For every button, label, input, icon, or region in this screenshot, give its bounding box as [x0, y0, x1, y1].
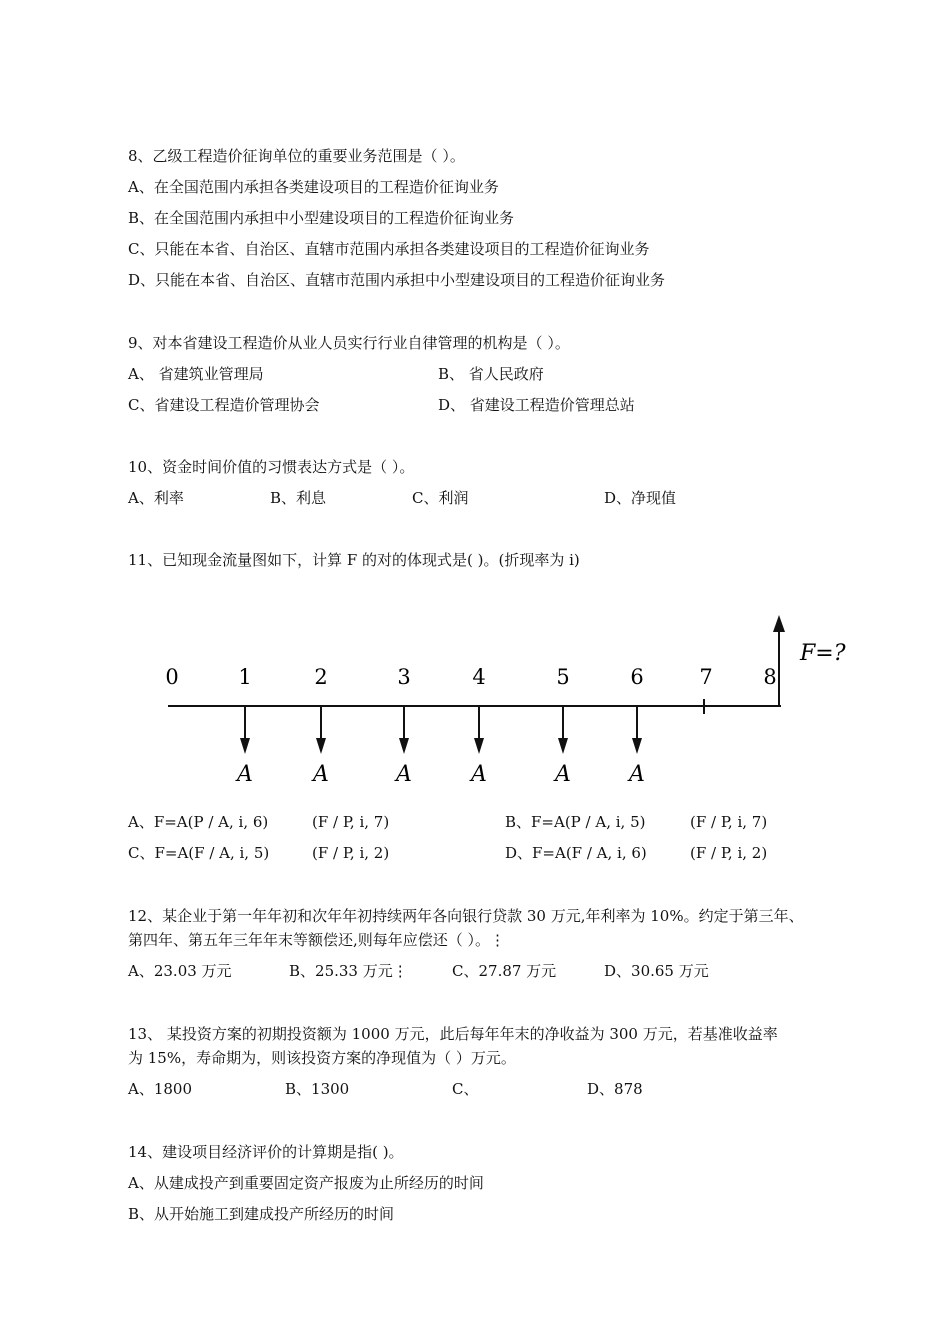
outflow-label-4: A [471, 762, 487, 787]
period-label-3: 3 [397, 665, 411, 689]
future-value-label: F=? [800, 641, 846, 666]
q13-option-d: D、878 [587, 1080, 643, 1098]
outflow-label-6: A [629, 762, 645, 787]
outflow-label-3: A [396, 762, 412, 787]
q9-option-c: C、省建设工程造价管理协会 [128, 396, 320, 414]
q12-stem-line2: 第四年、第五年三年年末等额偿还,则每年应偿还（ ）。⋮ [128, 931, 506, 949]
q12-option-b: B、25.33 万元⋮ [289, 962, 408, 980]
q8-option-b: B、在全国范围内承担中小型建设项目的工程造价征询业务 [128, 209, 515, 227]
q11-option-d-main: D、F=A(F / A, i, 6) [505, 844, 647, 862]
period-label-1: 1 [238, 665, 252, 689]
q14-option-b: B、从开始施工到建成投产所经历的时间 [128, 1205, 395, 1223]
outflow-arrowhead-2 [316, 738, 326, 754]
period-label-7: 7 [699, 665, 713, 689]
outflow-arrowhead-6 [632, 738, 642, 754]
q11-stem: 11、已知现金流量图如下，计算 F 的对的体现式是( )。(折现率为 i) [128, 551, 580, 569]
q8-stem: 8、乙级工程造价征询单位的重要业务范围是（ ）。 [128, 147, 465, 165]
q12-option-a: A、23.03 万元 [128, 962, 232, 980]
q9-stem: 9、对本省建设工程造价从业人员实行行业自律管理的机构是（ ）。 [128, 334, 570, 352]
q13-option-b: B、1300 [285, 1080, 350, 1098]
q13-stem-line1: 13、 某投资方案的初期投资额为 1000 万元，此后每年年末的净收益为 300 万元，若基准收益率 [128, 1025, 778, 1043]
q14-option-a: A、从建成投产到重要固定资产报废为止所经历的时间 [128, 1174, 484, 1192]
q13-option-a: A、1800 [128, 1080, 193, 1098]
q11-option-a-factor: (F / P, i, 7) [312, 813, 390, 831]
q14-stem: 14、建设项目经济评价的计算期是指( )。 [128, 1143, 404, 1161]
outflow-label-5: A [555, 762, 571, 787]
q10-option-d: D、净现值 [604, 489, 677, 507]
q11-option-a-main: A、F=A(P / A, i, 6) [128, 813, 269, 831]
q8-option-c: C、只能在本省、自治区、直辖市范围内承担各类建设项目的工程造价征询业务 [128, 240, 650, 258]
outflow-arrowhead-5 [558, 738, 568, 754]
q10-option-b: B、利息 [270, 489, 327, 507]
q11-option-b-factor: (F / P, i, 7) [690, 813, 768, 831]
period-label-2: 2 [314, 665, 328, 689]
outflow-arrowhead-3 [399, 738, 409, 754]
q10-option-a: A、利率 [128, 489, 184, 507]
period-label-5: 5 [556, 665, 570, 689]
q12-stem-line1: 12、某企业于第一年年初和次年年初持续两年各向银行贷款 30 万元,年利率为 10%。约定于第三年、 [128, 907, 804, 925]
q10-option-c: C、利润 [412, 489, 469, 507]
outflow-arrowhead-4 [474, 738, 484, 754]
period-label-6: 6 [630, 665, 644, 689]
q9-option-b: B、 省人民政府 [438, 365, 544, 383]
q9-option-a: A、 省建筑业管理局 [128, 365, 264, 383]
q8-option-a: A、在全国范围内承担各类建设项目的工程造价征询业务 [128, 178, 499, 196]
period-label-8: 8 [763, 665, 777, 689]
period-label-4: 4 [472, 665, 486, 689]
q12-option-c: C、27.87 万元 [452, 962, 557, 980]
q8-option-d: D、只能在本省、自治区、直辖市范围内承担中小型建设项目的工程造价征询业务 [128, 271, 666, 289]
q12-option-d: D、30.65 万元 [604, 962, 709, 980]
future-value-arrowhead [773, 615, 785, 632]
q11-option-c-main: C、F=A(F / A, i, 5) [128, 844, 270, 862]
q11-option-d-factor: (F / P, i, 2) [690, 844, 768, 862]
q11-option-c-factor: (F / P, i, 2) [312, 844, 390, 862]
q10-stem: 10、资金时间价值的习惯表达方式是（ ）。 [128, 458, 415, 476]
outflow-label-1: A [237, 762, 253, 787]
outflow-arrowhead-1 [240, 738, 250, 754]
period-label-0: 0 [165, 665, 179, 689]
q9-option-d: D、 省建设工程造价管理总站 [438, 396, 635, 414]
q13-option-c: C、 [452, 1080, 479, 1098]
outflow-label-2: A [313, 762, 329, 787]
q11-option-b-main: B、F=A(P / A, i, 5) [505, 813, 646, 831]
q13-stem-line2: 为 15%，寿命期为，则该投资方案的净现值为（ ）万元。 [128, 1049, 516, 1067]
